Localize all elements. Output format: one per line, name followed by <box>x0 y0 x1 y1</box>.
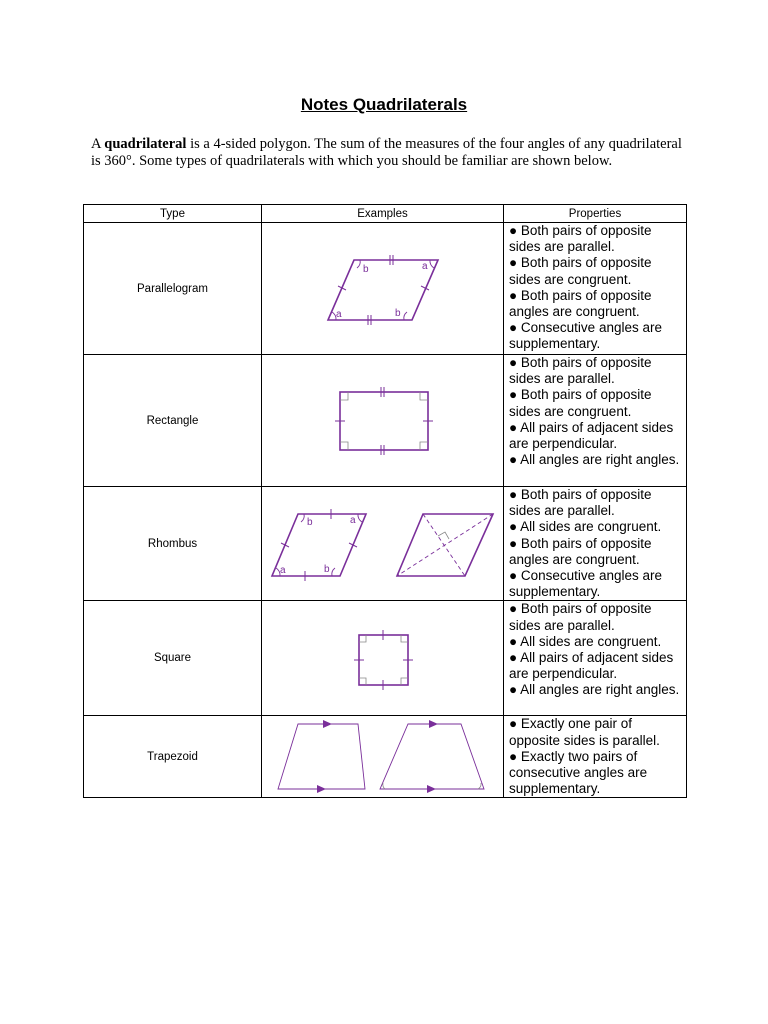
square-figure <box>262 602 504 715</box>
type-square: Square <box>84 601 262 716</box>
property-item: ● Both pairs of opposite sides are congruent. <box>509 255 652 287</box>
property-item: ● Both pairs of opposite angles are congruent. <box>509 535 652 567</box>
property-item: ● All sides are congruent. <box>509 633 662 649</box>
square-shape <box>359 635 408 685</box>
properties-parallelogram <box>504 223 687 355</box>
example-square <box>262 601 504 716</box>
example-trapezoid <box>262 716 504 798</box>
header-examples: Examples <box>262 205 504 223</box>
property-item: ● All angles are right angles. <box>509 682 680 698</box>
header-type: Type <box>84 205 262 223</box>
angle-label-b-bottom: b <box>395 307 401 319</box>
rhombus-angle-b-bottom: b <box>324 563 330 575</box>
table-row-trapezoid <box>84 716 687 798</box>
property-item: ● Both pairs of opposite sides are parallel. <box>509 601 652 633</box>
trapezoid-figures <box>262 717 504 797</box>
rhombus-figures <box>262 488 504 600</box>
property-item: ● Both pairs of opposite sides are congruent. <box>509 387 652 419</box>
property-item: ● All pairs of adjacent sides are perpendicular. <box>509 650 674 682</box>
property-item: ● Both pairs of opposite sides are parallel. <box>509 223 652 255</box>
table-row-rhombus <box>84 487 687 601</box>
rhombus-angle-a-top: a <box>350 514 356 526</box>
parallel-arrow-icon <box>429 720 438 728</box>
property-item: ● All sides are congruent. <box>509 519 662 535</box>
property-item: ● All pairs of adjacent sides are perpendicular. <box>509 419 674 452</box>
example-rectangle <box>262 355 504 487</box>
property-item: ● All angles are right angles. <box>509 452 680 468</box>
angle-label-b-top: b <box>363 263 369 275</box>
rectangle-shape <box>340 392 428 450</box>
table-row-rectangle <box>84 355 687 487</box>
type-parallelogram: Parallelogram <box>84 223 262 355</box>
type-rectangle: Rectangle <box>84 355 262 487</box>
angle-label-a-top: a <box>422 260 428 272</box>
property-item: ● Exactly one pair of opposite sides is parallel. <box>509 716 660 748</box>
properties-rhombus <box>504 487 687 601</box>
parallel-arrow-icon <box>317 785 326 793</box>
angle-label-a-bottom: a <box>336 308 342 320</box>
property-item: ● Exactly two pairs of consecutive angles are supplementary. <box>509 748 648 797</box>
intro-paragraph <box>91 136 691 170</box>
property-item: ● Both pairs of opposite angles are congruent. <box>509 287 652 320</box>
type-trapezoid: Trapezoid <box>84 716 262 798</box>
rhombus-diagonal-1 <box>423 514 465 576</box>
property-item: ● Consecutive angles are supplementary. <box>509 568 662 600</box>
table-row-parallelogram <box>84 223 687 355</box>
rectangle-figure <box>262 356 504 486</box>
page-title: Notes Quadrilaterals <box>300 95 468 114</box>
parallel-arrow-icon <box>427 785 436 793</box>
table-header-row <box>84 205 687 223</box>
property-item: ● Consecutive angles are supplementary. <box>509 320 662 352</box>
trapezoid-shape-2 <box>380 724 484 789</box>
example-parallelogram <box>262 223 504 355</box>
property-item: ● Both pairs of opposite sides are parallel. <box>509 355 652 387</box>
property-item: ● Both pairs of opposite sides are parallel. <box>509 487 652 519</box>
type-rhombus: Rhombus <box>84 487 262 601</box>
intro-term: quadrilateral <box>104 136 187 152</box>
rhombus-angle-b-top: b <box>307 516 313 528</box>
header-properties: Properties <box>504 205 687 223</box>
properties-trapezoid <box>504 716 687 798</box>
parallelogram-figure <box>262 224 504 354</box>
table-row-square <box>84 601 687 716</box>
example-rhombus <box>262 487 504 601</box>
properties-rectangle <box>504 355 687 487</box>
quadrilateral-table <box>83 204 687 798</box>
rhombus-angle-a-bottom: a <box>280 564 286 576</box>
properties-square <box>504 601 687 716</box>
trapezoid-shape-1 <box>278 724 365 789</box>
intro-prefix: A <box>91 136 105 152</box>
intro-rest: is a 4-sided polygon. The sum of the measures of the four angles of any quadrilateral is 360°. Some types of quadrilaterals with which you should be familiar are shown below. <box>91 136 682 169</box>
parallel-arrow-icon <box>323 720 332 728</box>
